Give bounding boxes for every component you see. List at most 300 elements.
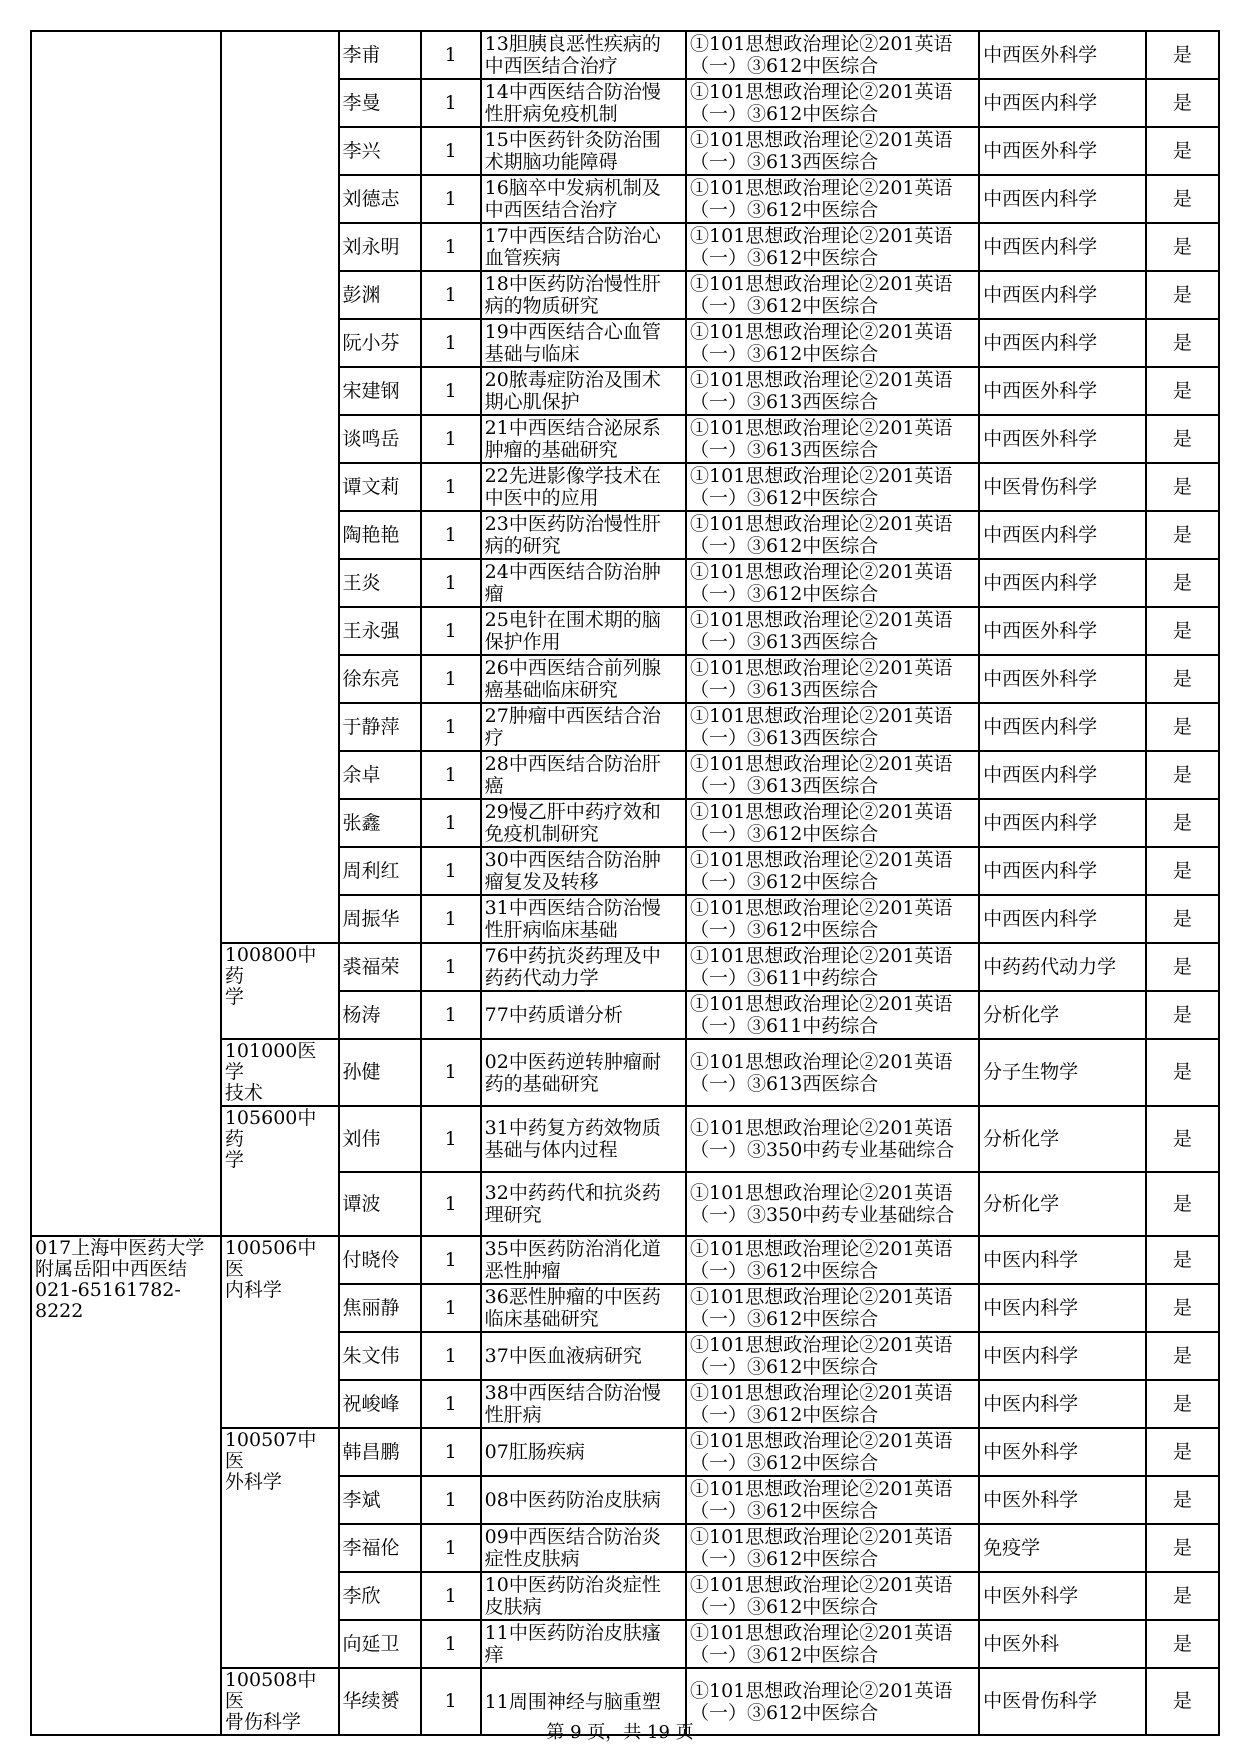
research-direction [481, 895, 686, 943]
exam-line: （一）③612中医综合 [690, 1404, 879, 1426]
enrollment-count: 1 [421, 511, 481, 559]
exam-line: （一）③612中医综合 [690, 871, 879, 893]
status-value: 是 [1146, 415, 1219, 463]
exam-subjects [686, 1106, 979, 1172]
secondary-discipline: 中西医内科学 [979, 703, 1146, 751]
exam-line: ①101思想政治理论②201英语 [690, 897, 953, 919]
status-value: 是 [1146, 943, 1219, 991]
enrollment-count: 1 [421, 31, 481, 79]
exam-line: ①101思想政治理论②201英语 [690, 705, 953, 727]
status-value: 是 [1146, 559, 1219, 607]
exam-line: （一）③350中药专业基础综合 [690, 1204, 955, 1226]
exam-line: ①101思想政治理论②201英语 [690, 321, 953, 343]
exam-line: ①101思想政治理论②201英语 [690, 1679, 953, 1702]
exam-line: （一）③612中医综合 [690, 1356, 879, 1378]
supervisor-name: 余卓 [339, 751, 421, 799]
status-value: 是 [1146, 895, 1219, 943]
exam-subjects [686, 607, 979, 655]
supervisor-name: 李欣 [339, 1572, 421, 1620]
status-value: 是 [1146, 79, 1219, 127]
direction-line: 23中医药防治慢性肝 [484, 513, 661, 535]
supervisor-name: 李曼 [339, 79, 421, 127]
exam-subjects [686, 655, 979, 703]
research-direction [481, 847, 686, 895]
direction-line: 13胆胰良恶性疾病的 [484, 33, 661, 55]
research-direction [481, 703, 686, 751]
status-value: 是 [1146, 1172, 1219, 1236]
direction-line: 疗 [484, 727, 504, 749]
direction-line: 11周围神经与脑重塑 [484, 1690, 661, 1713]
supervisor-name: 杨涛 [339, 991, 421, 1039]
direction-line: 性肝病 [484, 1404, 542, 1426]
enrollment-count: 1 [421, 1620, 481, 1668]
research-direction [481, 1572, 686, 1620]
secondary-discipline: 分析化学 [979, 1106, 1146, 1172]
direction-line: 免疫机制研究 [484, 823, 599, 845]
secondary-discipline: 中西医外科学 [979, 127, 1146, 175]
supervisor-name: 周利红 [339, 847, 421, 895]
enrollment-count: 1 [421, 895, 481, 943]
major-line: 101000医学 [224, 1040, 317, 1083]
supervisor-name: 刘伟 [339, 1106, 421, 1172]
status-value: 是 [1146, 847, 1219, 895]
direction-line: 38中西医结合防治慢 [484, 1382, 661, 1404]
direction-line: 17中西医结合防治心 [484, 225, 661, 247]
direction-line: 31中药复方药效物质 [484, 1117, 661, 1139]
supervisor-name: 向延卫 [339, 1620, 421, 1668]
research-direction [481, 127, 686, 175]
exam-line: ①101思想政治理论②201英语 [690, 177, 953, 199]
direction-line: 19中西医结合心血管 [484, 321, 661, 343]
exam-line: （一）③611中药综合 [690, 1015, 879, 1037]
exam-subjects [686, 175, 979, 223]
enrollment-count: 1 [421, 367, 481, 415]
status-value: 是 [1146, 319, 1219, 367]
enrollment-count: 1 [421, 1284, 481, 1332]
exam-line: （一）③611中药综合 [690, 967, 879, 989]
secondary-discipline: 中医内科学 [979, 1284, 1146, 1332]
supervisor-name: 李福伦 [339, 1524, 421, 1572]
exam-line: （一）③612中医综合 [690, 295, 879, 317]
exam-line: ①101思想政治理论②201英语 [690, 1050, 953, 1073]
secondary-discipline: 分析化学 [979, 1172, 1146, 1236]
direction-line: 中西医结合治疗 [484, 199, 618, 221]
status-value: 是 [1146, 1428, 1219, 1476]
status-value: 是 [1146, 1476, 1219, 1524]
research-direction [481, 31, 686, 79]
secondary-discipline: 中医外科 [979, 1620, 1146, 1668]
exam-line: ①101思想政治理论②201英语 [690, 81, 953, 103]
supervisor-name: 孙健 [339, 1039, 421, 1106]
major-line: 学 [224, 986, 244, 1008]
enrollment-count: 1 [421, 1428, 481, 1476]
institution-line: 021-65161782-8222 [35, 1279, 181, 1322]
exam-subjects [686, 799, 979, 847]
enrollment-count: 1 [421, 1668, 481, 1735]
exam-subjects [686, 79, 979, 127]
exam-subjects [686, 943, 979, 991]
direction-line: 76中药抗炎药理及中 [484, 945, 661, 967]
status-value: 是 [1146, 1380, 1219, 1428]
research-direction [481, 319, 686, 367]
status-value: 是 [1146, 1524, 1219, 1572]
enrollment-count: 1 [421, 223, 481, 271]
exam-line: （一）③612中医综合 [690, 1701, 879, 1724]
secondary-discipline: 中西医内科学 [979, 799, 1146, 847]
direction-line: 15中医药针灸防治围 [484, 129, 661, 151]
status-value: 是 [1146, 223, 1219, 271]
direction-line: 性肝病免疫机制 [484, 103, 618, 125]
status-value: 是 [1146, 1572, 1219, 1620]
direction-line: 29慢乙肝中药疗效和 [484, 801, 661, 823]
direction-line: 药的基础研究 [484, 1072, 599, 1095]
secondary-discipline: 分子生物学 [979, 1039, 1146, 1106]
enrollment-count: 1 [421, 175, 481, 223]
direction-line: 11中医药防治皮肤瘙 [484, 1622, 661, 1644]
exam-line: （一）③350中药专业基础综合 [690, 1139, 955, 1161]
direction-line: 20脓毒症防治及围术 [484, 369, 661, 391]
research-direction [481, 1236, 686, 1284]
direction-line: 27肿瘤中西医结合治 [484, 705, 661, 727]
supervisor-name: 彭渊 [339, 271, 421, 319]
supervisor-name: 谭文莉 [339, 463, 421, 511]
direction-line: 14中西医结合防治慢 [484, 81, 661, 103]
direction-line: 25电针在围术期的脑 [484, 609, 661, 631]
enrollment-count: 1 [421, 271, 481, 319]
exam-subjects [686, 1236, 979, 1284]
exam-line: （一）③612中医综合 [690, 1260, 879, 1282]
research-direction [481, 655, 686, 703]
major-cell [221, 1236, 339, 1428]
exam-line: （一）③612中医综合 [690, 199, 879, 221]
direction-line: 肿瘤的基础研究 [484, 439, 618, 461]
exam-line: ①101思想政治理论②201英语 [690, 513, 953, 535]
exam-line: ①101思想政治理论②201英语 [690, 753, 953, 775]
exam-subjects [686, 31, 979, 79]
secondary-discipline: 中西医外科学 [979, 415, 1146, 463]
research-direction [481, 511, 686, 559]
research-direction [481, 1524, 686, 1572]
exam-line: （一）③612中医综合 [690, 535, 879, 557]
exam-line: ①101思想政治理论②201英语 [690, 945, 953, 967]
secondary-discipline: 中药药代动力学 [979, 943, 1146, 991]
enrollment-count: 1 [421, 1106, 481, 1172]
exam-line: ①101思想政治理论②201英语 [690, 1286, 953, 1308]
supervisor-name: 焦丽静 [339, 1284, 421, 1332]
exam-line: ①101思想政治理论②201英语 [690, 1238, 953, 1260]
direction-line: 中医中的应用 [484, 487, 599, 509]
status-value: 是 [1146, 31, 1219, 79]
direction-line: 22先进影像学技术在 [484, 465, 661, 487]
page-footer: 第 9 页，共 19 页 [546, 1722, 694, 1743]
status-value: 是 [1146, 799, 1219, 847]
direction-line: 症性皮肤病 [484, 1548, 580, 1570]
supervisor-name: 李斌 [339, 1476, 421, 1524]
secondary-discipline: 中医外科学 [979, 1572, 1146, 1620]
secondary-discipline: 中西医内科学 [979, 847, 1146, 895]
secondary-discipline: 中西医外科学 [979, 31, 1146, 79]
direction-line: 瘤复发及转移 [484, 871, 599, 893]
direction-line: 皮肤病 [484, 1596, 542, 1618]
research-direction [481, 559, 686, 607]
exam-subjects [686, 463, 979, 511]
enrollment-count: 1 [421, 943, 481, 991]
exam-line: （一）③612中医综合 [690, 1644, 879, 1666]
research-direction [481, 1106, 686, 1172]
major-cell [221, 1106, 339, 1236]
institution-cell [31, 31, 221, 1236]
research-direction [481, 415, 686, 463]
research-direction [481, 367, 686, 415]
exam-subjects [686, 415, 979, 463]
research-direction [481, 175, 686, 223]
direction-line: 癌基础临床研究 [484, 679, 618, 701]
exam-line: （一）③612中医综合 [690, 583, 879, 605]
direction-line: 性肝病临床基础 [484, 919, 618, 941]
research-direction [481, 991, 686, 1039]
exam-line: （一）③613西医综合 [690, 679, 879, 701]
enrollment-count: 1 [421, 463, 481, 511]
secondary-discipline: 中西医内科学 [979, 895, 1146, 943]
exam-line: ①101思想政治理论②201英语 [690, 561, 953, 583]
direction-line: 瘤 [484, 583, 504, 605]
direction-line: 21中西医结合泌尿系 [484, 417, 661, 439]
direction-line: 24中西医结合防治肿 [484, 561, 661, 583]
status-value: 是 [1146, 175, 1219, 223]
direction-line: 32中药药代和抗炎药 [484, 1182, 661, 1204]
enrollment-count: 1 [421, 607, 481, 655]
secondary-discipline: 中西医外科学 [979, 655, 1146, 703]
major-cell [221, 31, 339, 943]
direction-line: 病的研究 [484, 535, 561, 557]
exam-line: ①101思想政治理论②201英语 [690, 1430, 953, 1452]
direction-line: 临床基础研究 [484, 1308, 599, 1330]
supervisor-name: 徐东亮 [339, 655, 421, 703]
supervisor-name: 谭波 [339, 1172, 421, 1236]
research-direction [481, 463, 686, 511]
enrollment-count: 1 [421, 1476, 481, 1524]
status-value: 是 [1146, 1620, 1219, 1668]
secondary-discipline: 中医骨伤科学 [979, 463, 1146, 511]
supervisor-name: 裘福荣 [339, 943, 421, 991]
supervisor-name: 王炎 [339, 559, 421, 607]
enrollment-count: 1 [421, 991, 481, 1039]
research-direction [481, 271, 686, 319]
research-direction [481, 1039, 686, 1106]
exam-line: ①101思想政治理论②201英语 [690, 465, 953, 487]
enrollment-count: 1 [421, 1332, 481, 1380]
major-line: 100506中医 [224, 1237, 317, 1280]
research-direction [481, 1620, 686, 1668]
status-value: 是 [1146, 127, 1219, 175]
status-value: 是 [1146, 1284, 1219, 1332]
research-direction [481, 1428, 686, 1476]
exam-subjects [686, 1428, 979, 1476]
direction-line: 30中西医结合防治肿 [484, 849, 661, 871]
table-row [31, 31, 1219, 79]
research-direction [481, 1284, 686, 1332]
secondary-discipline: 免疫学 [979, 1524, 1146, 1572]
supervisor-name: 李兴 [339, 127, 421, 175]
direction-line: 16脑卒中发病机制及 [484, 177, 661, 199]
direction-line: 血管疾病 [484, 247, 561, 269]
major-line: 100800中药 [224, 944, 317, 987]
exam-line: ①101思想政治理论②201英语 [690, 1117, 953, 1139]
exam-line: （一）③612中医综合 [690, 1596, 879, 1618]
exam-subjects [686, 1620, 979, 1668]
exam-line: ①101思想政治理论②201英语 [690, 609, 953, 631]
exam-subjects [686, 751, 979, 799]
exam-subjects [686, 1172, 979, 1236]
supervisor-name: 朱文伟 [339, 1332, 421, 1380]
supervisor-name: 张鑫 [339, 799, 421, 847]
secondary-discipline: 中医内科学 [979, 1332, 1146, 1380]
supervisor-name: 宋建钢 [339, 367, 421, 415]
direction-line: 02中医药逆转肿瘤耐 [484, 1050, 661, 1073]
secondary-discipline: 中西医内科学 [979, 559, 1146, 607]
secondary-discipline: 中西医内科学 [979, 79, 1146, 127]
direction-line: 31中西医结合防治慢 [484, 897, 661, 919]
exam-line: ①101思想政治理论②201英语 [690, 273, 953, 295]
secondary-discipline: 分析化学 [979, 991, 1146, 1039]
major-cell [221, 943, 339, 1039]
supervisor-name: 周振华 [339, 895, 421, 943]
secondary-discipline: 中医外科学 [979, 1476, 1146, 1524]
exam-line: ①101思想政治理论②201英语 [690, 1334, 953, 1356]
status-value: 是 [1146, 1236, 1219, 1284]
enrollment-count: 1 [421, 1236, 481, 1284]
exam-line: ①101思想政治理论②201英语 [690, 1382, 953, 1404]
exam-line: （一）③612中医综合 [690, 1500, 879, 1522]
major-cell [221, 1039, 339, 1106]
research-direction [481, 1380, 686, 1428]
exam-subjects [686, 1332, 979, 1380]
enrollment-count: 1 [421, 799, 481, 847]
supervisor-name: 陶艳艳 [339, 511, 421, 559]
supervisor-name: 谈鸣岳 [339, 415, 421, 463]
enrollment-count: 1 [421, 655, 481, 703]
exam-line: ①101思想政治理论②201英语 [690, 33, 953, 55]
research-direction [481, 223, 686, 271]
exam-line: ①101思想政治理论②201英语 [690, 129, 953, 151]
exam-line: ①101思想政治理论②201英语 [690, 1182, 953, 1204]
exam-line: （一）③612中医综合 [690, 823, 879, 845]
exam-line: ①101思想政治理论②201英语 [690, 225, 953, 247]
exam-subjects [686, 703, 979, 751]
exam-line: ①101思想政治理论②201英语 [690, 1574, 953, 1596]
status-value: 是 [1146, 271, 1219, 319]
status-value: 是 [1146, 511, 1219, 559]
exam-line: ①101思想政治理论②201英语 [690, 657, 953, 679]
exam-subjects [686, 127, 979, 175]
secondary-discipline: 中西医内科学 [979, 319, 1146, 367]
exam-subjects [686, 1572, 979, 1620]
status-value: 是 [1146, 607, 1219, 655]
secondary-discipline: 中医内科学 [979, 1236, 1146, 1284]
direction-line: 术期脑功能障碍 [484, 151, 618, 173]
research-direction [481, 607, 686, 655]
exam-subjects [686, 319, 979, 367]
supervisor-name: 祝峻峰 [339, 1380, 421, 1428]
exam-line: （一）③613西医综合 [690, 727, 879, 749]
status-value: 是 [1146, 367, 1219, 415]
major-line: 内科学 [224, 1279, 282, 1301]
enrollment-count: 1 [421, 703, 481, 751]
status-value: 是 [1146, 655, 1219, 703]
supervisor-name: 于静萍 [339, 703, 421, 751]
research-direction [481, 751, 686, 799]
direction-line: 基础与体内过程 [484, 1139, 618, 1161]
enrollment-count: 1 [421, 319, 481, 367]
exam-line: ①101思想政治理论②201英语 [690, 801, 953, 823]
exam-line: （一）③612中医综合 [690, 919, 879, 941]
direction-line: 37中医血液病研究 [484, 1345, 642, 1367]
secondary-discipline: 中西医外科学 [979, 607, 1146, 655]
exam-subjects [686, 991, 979, 1039]
exam-line: （一）③613西医综合 [690, 631, 879, 653]
research-direction [481, 943, 686, 991]
secondary-discipline: 中西医内科学 [979, 271, 1146, 319]
status-value: 是 [1146, 991, 1219, 1039]
direction-line: 10中医药防治炎症性 [484, 1574, 661, 1596]
direction-line: 28中西医结合防治肝 [484, 753, 661, 775]
exam-subjects [686, 367, 979, 415]
major-line: 学 [224, 1149, 244, 1171]
major-line: 105600中药 [224, 1107, 317, 1150]
research-direction [481, 79, 686, 127]
status-value: 是 [1146, 1039, 1219, 1106]
exam-subjects [686, 559, 979, 607]
exam-subjects [686, 1039, 979, 1106]
major-line: 100508中医 [224, 1669, 317, 1712]
research-direction [481, 1332, 686, 1380]
direction-line: 病的物质研究 [484, 295, 599, 317]
exam-subjects [686, 511, 979, 559]
major-line: 骨伤科学 [224, 1711, 301, 1733]
direction-line: 痒 [484, 1644, 504, 1666]
exam-line: （一）③612中医综合 [690, 487, 879, 509]
status-value: 是 [1146, 751, 1219, 799]
direction-line: 恶性肿瘤 [484, 1260, 561, 1282]
exam-line: ①101思想政治理论②201英语 [690, 1526, 953, 1548]
exam-line: （一）③613西医综合 [690, 775, 879, 797]
supervisor-name: 王永强 [339, 607, 421, 655]
exam-line: ①101思想政治理论②201英语 [690, 1478, 953, 1500]
direction-line: 26中西医结合前列腺 [484, 657, 661, 679]
direction-line: 理研究 [484, 1204, 542, 1226]
status-value: 是 [1146, 703, 1219, 751]
direction-line: 36恶性肿瘤的中医药 [484, 1286, 661, 1308]
direction-line: 癌 [484, 775, 504, 797]
exam-line: ①101思想政治理论②201英语 [690, 849, 953, 871]
direction-line: 35中医药防治消化道 [484, 1238, 661, 1260]
supervisor-name: 李甫 [339, 31, 421, 79]
exam-subjects [686, 1524, 979, 1572]
secondary-discipline: 中西医内科学 [979, 511, 1146, 559]
exam-line: ①101思想政治理论②201英语 [690, 993, 953, 1015]
enrollment-count: 1 [421, 1172, 481, 1236]
status-value: 是 [1146, 1668, 1219, 1735]
direction-line: 期心肌保护 [484, 391, 580, 413]
exam-line: （一）③612中医综合 [690, 343, 879, 365]
enrollment-count: 1 [421, 415, 481, 463]
research-direction [481, 1476, 686, 1524]
enrollment-table [30, 30, 1220, 1736]
research-direction [481, 799, 686, 847]
major-cell [221, 1428, 339, 1668]
status-value: 是 [1146, 1106, 1219, 1172]
direction-line: 保护作用 [484, 631, 561, 653]
